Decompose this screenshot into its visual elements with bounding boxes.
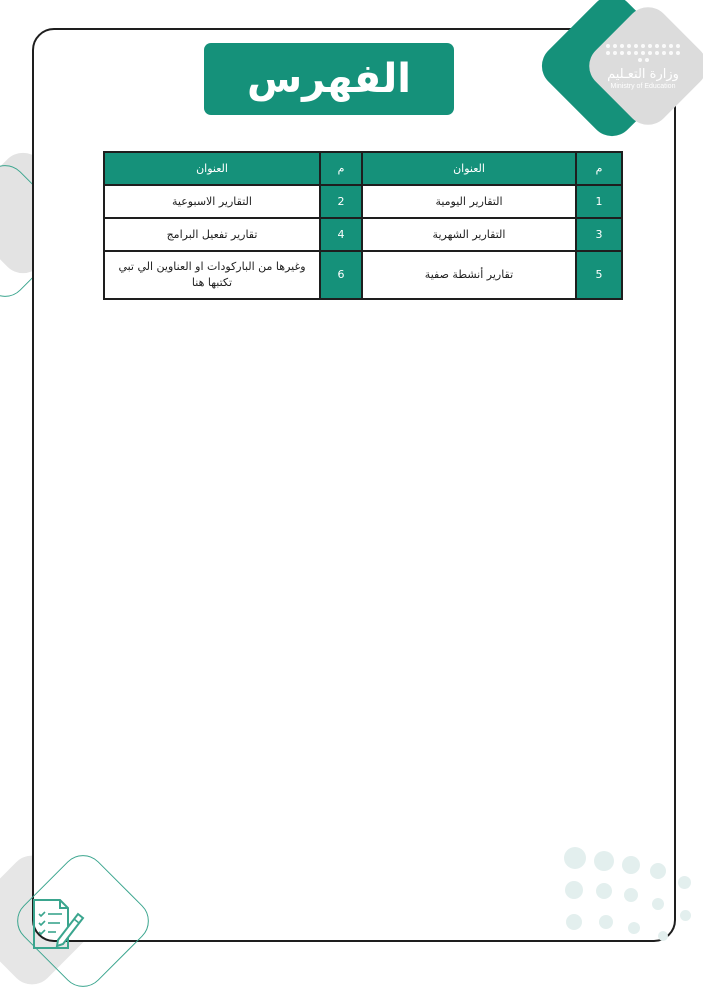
ministry-logo [598,44,688,92]
header-title-right: العنوان [362,152,576,185]
page-title: الفهرس [246,56,411,102]
row-title: التقارير اليومية [362,185,576,218]
row-title: التقارير الاسبوعية [104,185,320,218]
row-title: تقارير تفعيل البرامج [104,218,320,251]
table-row [104,185,622,218]
row-number: 3 [576,218,622,251]
logo-english-text: Ministry of Education [610,83,676,90]
row-title: التقارير الشهرية [362,218,576,251]
header-title-left: العنوان [104,152,320,185]
header-num-right: م [576,152,622,185]
logo-dots-icon [605,44,681,62]
header-num-left: م [320,152,362,185]
row-number: 2 [320,185,362,218]
row-number: 4 [320,218,362,251]
index-table [103,151,623,300]
logo-arabic-text: وزارة التعـليم [607,67,679,82]
row-number: 6 [320,251,362,299]
row-title: تقارير أنشطة صفية [362,251,576,299]
row-title: وغيرها من الباركودات او العناوين الي تبي تكتبها هنا [104,251,320,299]
table-row [104,218,622,251]
table-header-row [104,152,622,185]
row-number: 5 [576,251,622,299]
table-row [104,251,622,299]
page-title-banner [204,43,454,115]
document-pen-icon [22,892,88,958]
row-number: 1 [576,185,622,218]
